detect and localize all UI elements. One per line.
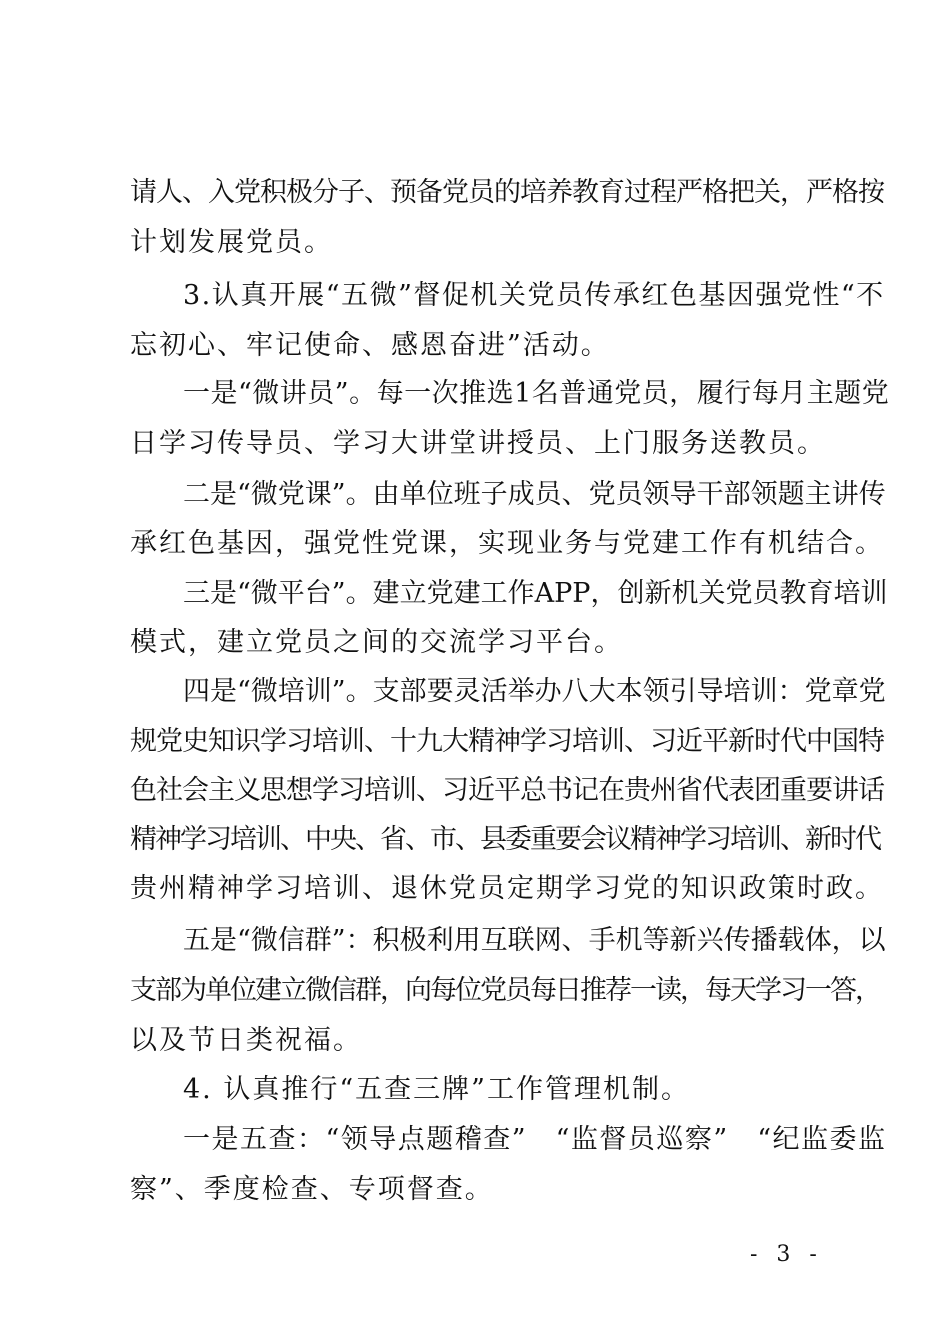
paragraph-line [0,916,950,966]
line-text: 二是“微党课”。由单位班子成员、党员领导干部领题主讲传 [183,479,886,510]
line-text: 以及节日类祝福。 [130,1025,362,1056]
line-text: 色社会主义思想学习培训、习近平总书记在贵州省代表团重要讲话 [130,775,884,806]
paragraph-line [0,966,950,1016]
paragraph-line [0,1165,950,1215]
line-text: 贵州精神学习培训、退休党员定期学习党的知识政策时政。 [130,873,884,904]
paragraph-line [0,1016,950,1066]
paragraph-line [0,369,950,419]
paragraph-line [0,470,950,520]
paragraph-line [0,864,950,914]
paragraph-line [0,569,950,619]
line-text: 一是五查：“领导点题稽查” “监督员巡察” “纪监委监 [183,1124,887,1155]
paragraph-line [0,815,950,865]
line-text: 四是“微培训”。支部要灵活举办八大本领引导培训：党章党 [183,676,886,707]
line-text: 察”、季度检查、专项督查。 [130,1174,494,1205]
paragraph-line [0,168,950,218]
line-text: 三是“微平台”。建立党建工作APP，创新机关党员教育培训 [183,578,888,609]
line-text: 一是“微讲员”。每一次推选1名普通党员，履行每月主题党 [183,378,890,409]
line-text: 精神学习培训、中央、省、市、县委重要会议精神学习培训、新时代 [130,824,880,855]
paragraph-line [0,1065,950,1115]
line-text: 3.认真开展“五微”督促机关党员传承红色基因强党性“不 [183,280,885,311]
paragraph-line [0,271,950,321]
paragraph-line [0,218,950,268]
line-text: 日学习传导员、学习大讲堂讲授员、上门服务送教员。 [130,428,826,459]
paragraph-line [0,1115,950,1165]
line-text: 支部为单位建立微信群，向每位党员每日推荐一读，每天学习一答， [130,975,880,1006]
paragraph-line [0,766,950,816]
paragraph-line [0,667,950,717]
paragraph-line [0,419,950,469]
paragraph-line [0,717,950,767]
line-text: 五是“微信群”：积极利用互联网、手机等新兴传播载体，以 [183,925,886,956]
page-number: - 3 - [750,1242,823,1267]
line-text: 忘初心、牢记使命、感恩奋进”活动。 [130,330,610,361]
paragraph-line [0,321,950,371]
line-text: 计划发展党员。 [130,227,333,258]
paragraph-line [0,519,950,569]
line-text: 规党史知识学习培训、十九大精神学习培训、习近平新时代中国特 [130,726,884,757]
line-text: 模式，建立党员之间的交流学习平台。 [130,627,623,658]
paragraph-line [0,618,950,668]
line-text: 4. 认真推行“五查三牌”工作管理机制。 [183,1074,690,1105]
line-text: 承红色基因，强党性党课，实现业务与党建工作有机结合。 [130,528,884,559]
line-text: 请人、入党积极分子、预备党员的培养教育过程严格把关，严格按 [130,177,884,208]
